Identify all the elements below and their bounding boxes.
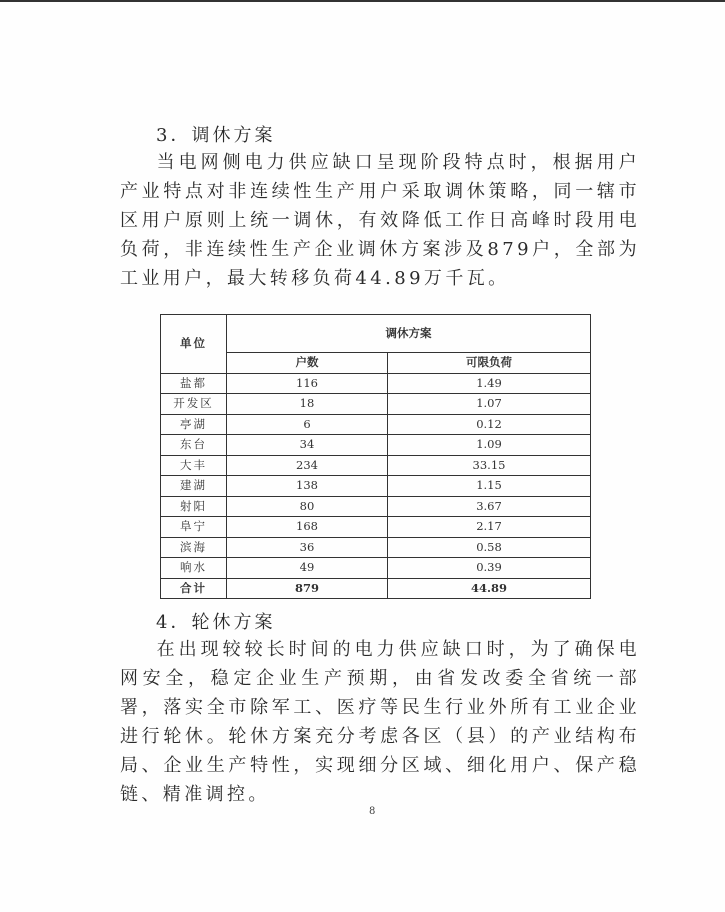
cell-load: 0.12: [388, 414, 591, 435]
section-3-paragraph: [120, 148, 640, 293]
cell-households: 49: [227, 558, 388, 579]
cell-load: 1.49: [388, 373, 591, 394]
cell-load: 2.17: [388, 517, 591, 538]
cell-load: 1.09: [388, 435, 591, 456]
header-load: 可限负荷: [388, 353, 591, 374]
cell-load: 0.39: [388, 558, 591, 579]
table-row: [161, 558, 591, 579]
section-4-heading: 4．轮休方案: [156, 612, 276, 633]
cell-unit: 建湖: [161, 476, 227, 497]
cell-unit: 射阳: [161, 496, 227, 517]
header-group: 调休方案: [227, 315, 591, 353]
table-header-row: [161, 315, 591, 353]
section-4-paragraph-text: 在出现较较长时间的电力供应缺口时，为了确保电网安全，稳定企业生产预期，由省发改委全省统一部署，落实全市除军工、医疗等民生行业外所有工业企业进行轮休。轮休方案充分考虑各区（县）的产业结构布局、企业生产特性，实现细分区域、细化用户、保产稳链、精准调控。: [120, 639, 640, 805]
table-row: [161, 455, 591, 476]
cell-unit: 盐都: [161, 373, 227, 394]
cell-households: 36: [227, 537, 388, 558]
table-row: [161, 394, 591, 415]
table-row: [161, 373, 591, 394]
cell-load: 0.58: [388, 537, 591, 558]
cell-unit: 东台: [161, 435, 227, 456]
section-3-heading: 3．调休方案: [156, 125, 276, 146]
cell-households: 80: [227, 496, 388, 517]
cell-load: 3.67: [388, 496, 591, 517]
total-load: 44.89: [388, 578, 591, 599]
table-row: [161, 414, 591, 435]
rest-schedule-table: [160, 314, 591, 599]
total-households: 879: [227, 578, 388, 599]
cell-households: 168: [227, 517, 388, 538]
page-number: 8: [369, 806, 376, 817]
section-3-paragraph-text: 当电网侧电力供应缺口呈现阶段特点时，根据用户产业特点对非连续性生产用户采取调休策略，同一辖市区用户原则上统一调休，有效降低工作日高峰时段用电负荷，非连续性生产企业调休方案涉及879户，全部为工业用户，最大转移负荷44.89万千瓦。: [120, 152, 640, 289]
table-total-row: [161, 578, 591, 599]
cell-load: 1.07: [388, 394, 591, 415]
cell-unit: 亭湖: [161, 414, 227, 435]
cell-households: 138: [227, 476, 388, 497]
cell-households: 34: [227, 435, 388, 456]
cell-unit: 滨海: [161, 537, 227, 558]
cell-load: 33.15: [388, 455, 591, 476]
page-top-border: [0, 0, 725, 2]
cell-unit: 阜宁: [161, 517, 227, 538]
table-row: [161, 496, 591, 517]
cell-unit: 大丰: [161, 455, 227, 476]
header-households: 户数: [227, 353, 388, 374]
header-unit: 单位: [161, 315, 227, 374]
cell-unit: 响水: [161, 558, 227, 579]
total-unit: 合计: [161, 578, 227, 599]
cell-households: 18: [227, 394, 388, 415]
cell-unit: 开发区: [161, 394, 227, 415]
table-row: [161, 476, 591, 497]
table-row: [161, 517, 591, 538]
table-row: [161, 435, 591, 456]
section-4-paragraph: [120, 635, 640, 809]
table-row: [161, 537, 591, 558]
cell-households: 234: [227, 455, 388, 476]
cell-load: 1.15: [388, 476, 591, 497]
cell-households: 116: [227, 373, 388, 394]
cell-households: 6: [227, 414, 388, 435]
